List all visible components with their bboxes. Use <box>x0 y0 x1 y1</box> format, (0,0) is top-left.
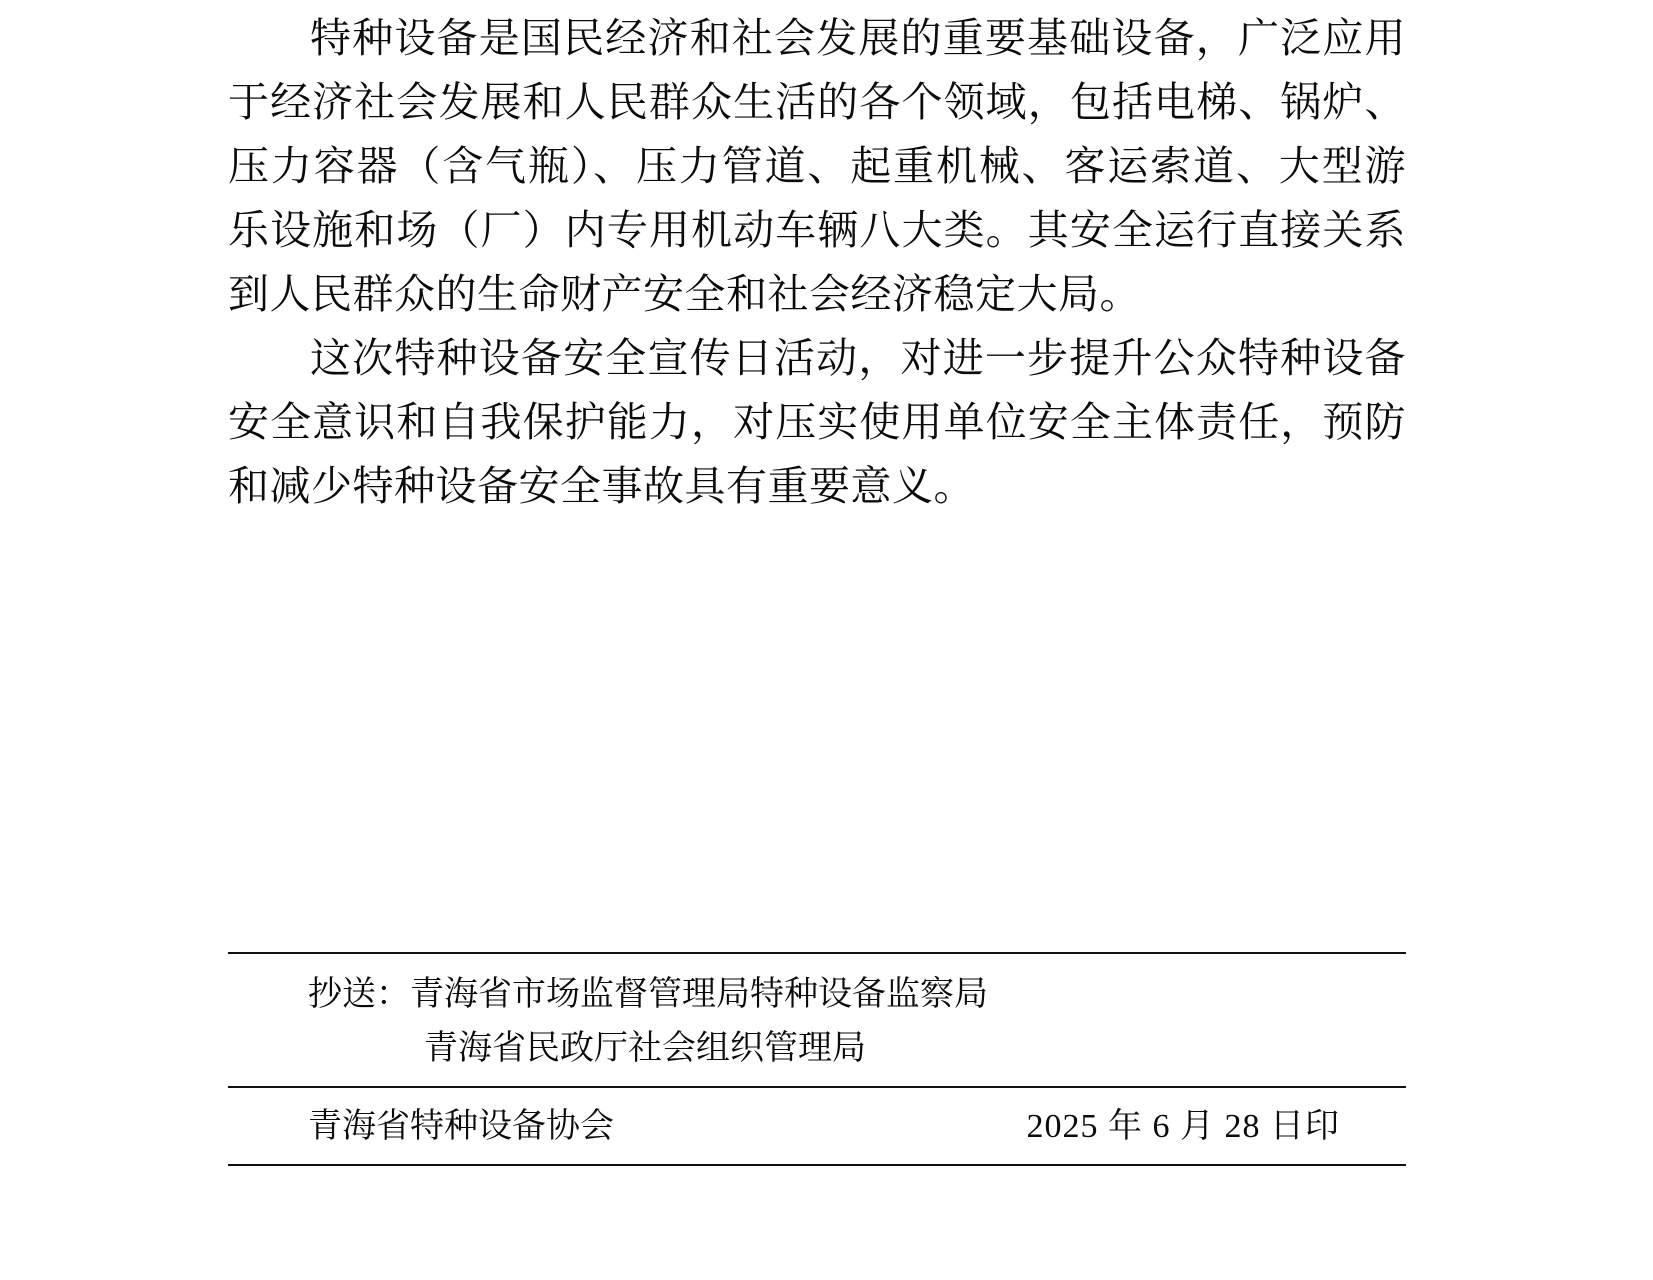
distribution-line-1: 抄送：青海省市场监督管理局特种设备监察局 <box>308 976 988 1013</box>
document-body <box>228 6 1406 518</box>
distribution-line-2: 青海省民政厅社会组织管理局 <box>424 1030 866 1067</box>
body-paragraph-1: 特种设备是国民经济和社会发展的重要基础设备，广泛应用于经济社会发展和人民群众生活的各个领域，包括电梯、锅炉、压力容器（含气瓶）、压力管道、起重机械、客运索道、大型游乐设施和场（厂）内专用机动车辆八大类。其安全运行直接关系到人民群众的生命财产安全和社会经济稳定大局。 <box>228 15 1406 317</box>
document-footer <box>228 952 1406 1166</box>
distribution-block <box>228 954 1406 1086</box>
issue-date: 2025 年 6 月 28 日印 <box>1026 1108 1340 1145</box>
footer-bottom-rule <box>228 1164 1406 1166</box>
body-paragraph-2: 这次特种设备安全宣传日活动，对进一步提升公众特种设备安全意识和自我保护能力，对压实使用单位安全主体责任，预防和减少特种设备安全事故具有重要意义。 <box>228 335 1406 509</box>
issuer-row <box>228 1088 1406 1164</box>
issuer-name: 青海省特种设备协会 <box>308 1108 614 1145</box>
